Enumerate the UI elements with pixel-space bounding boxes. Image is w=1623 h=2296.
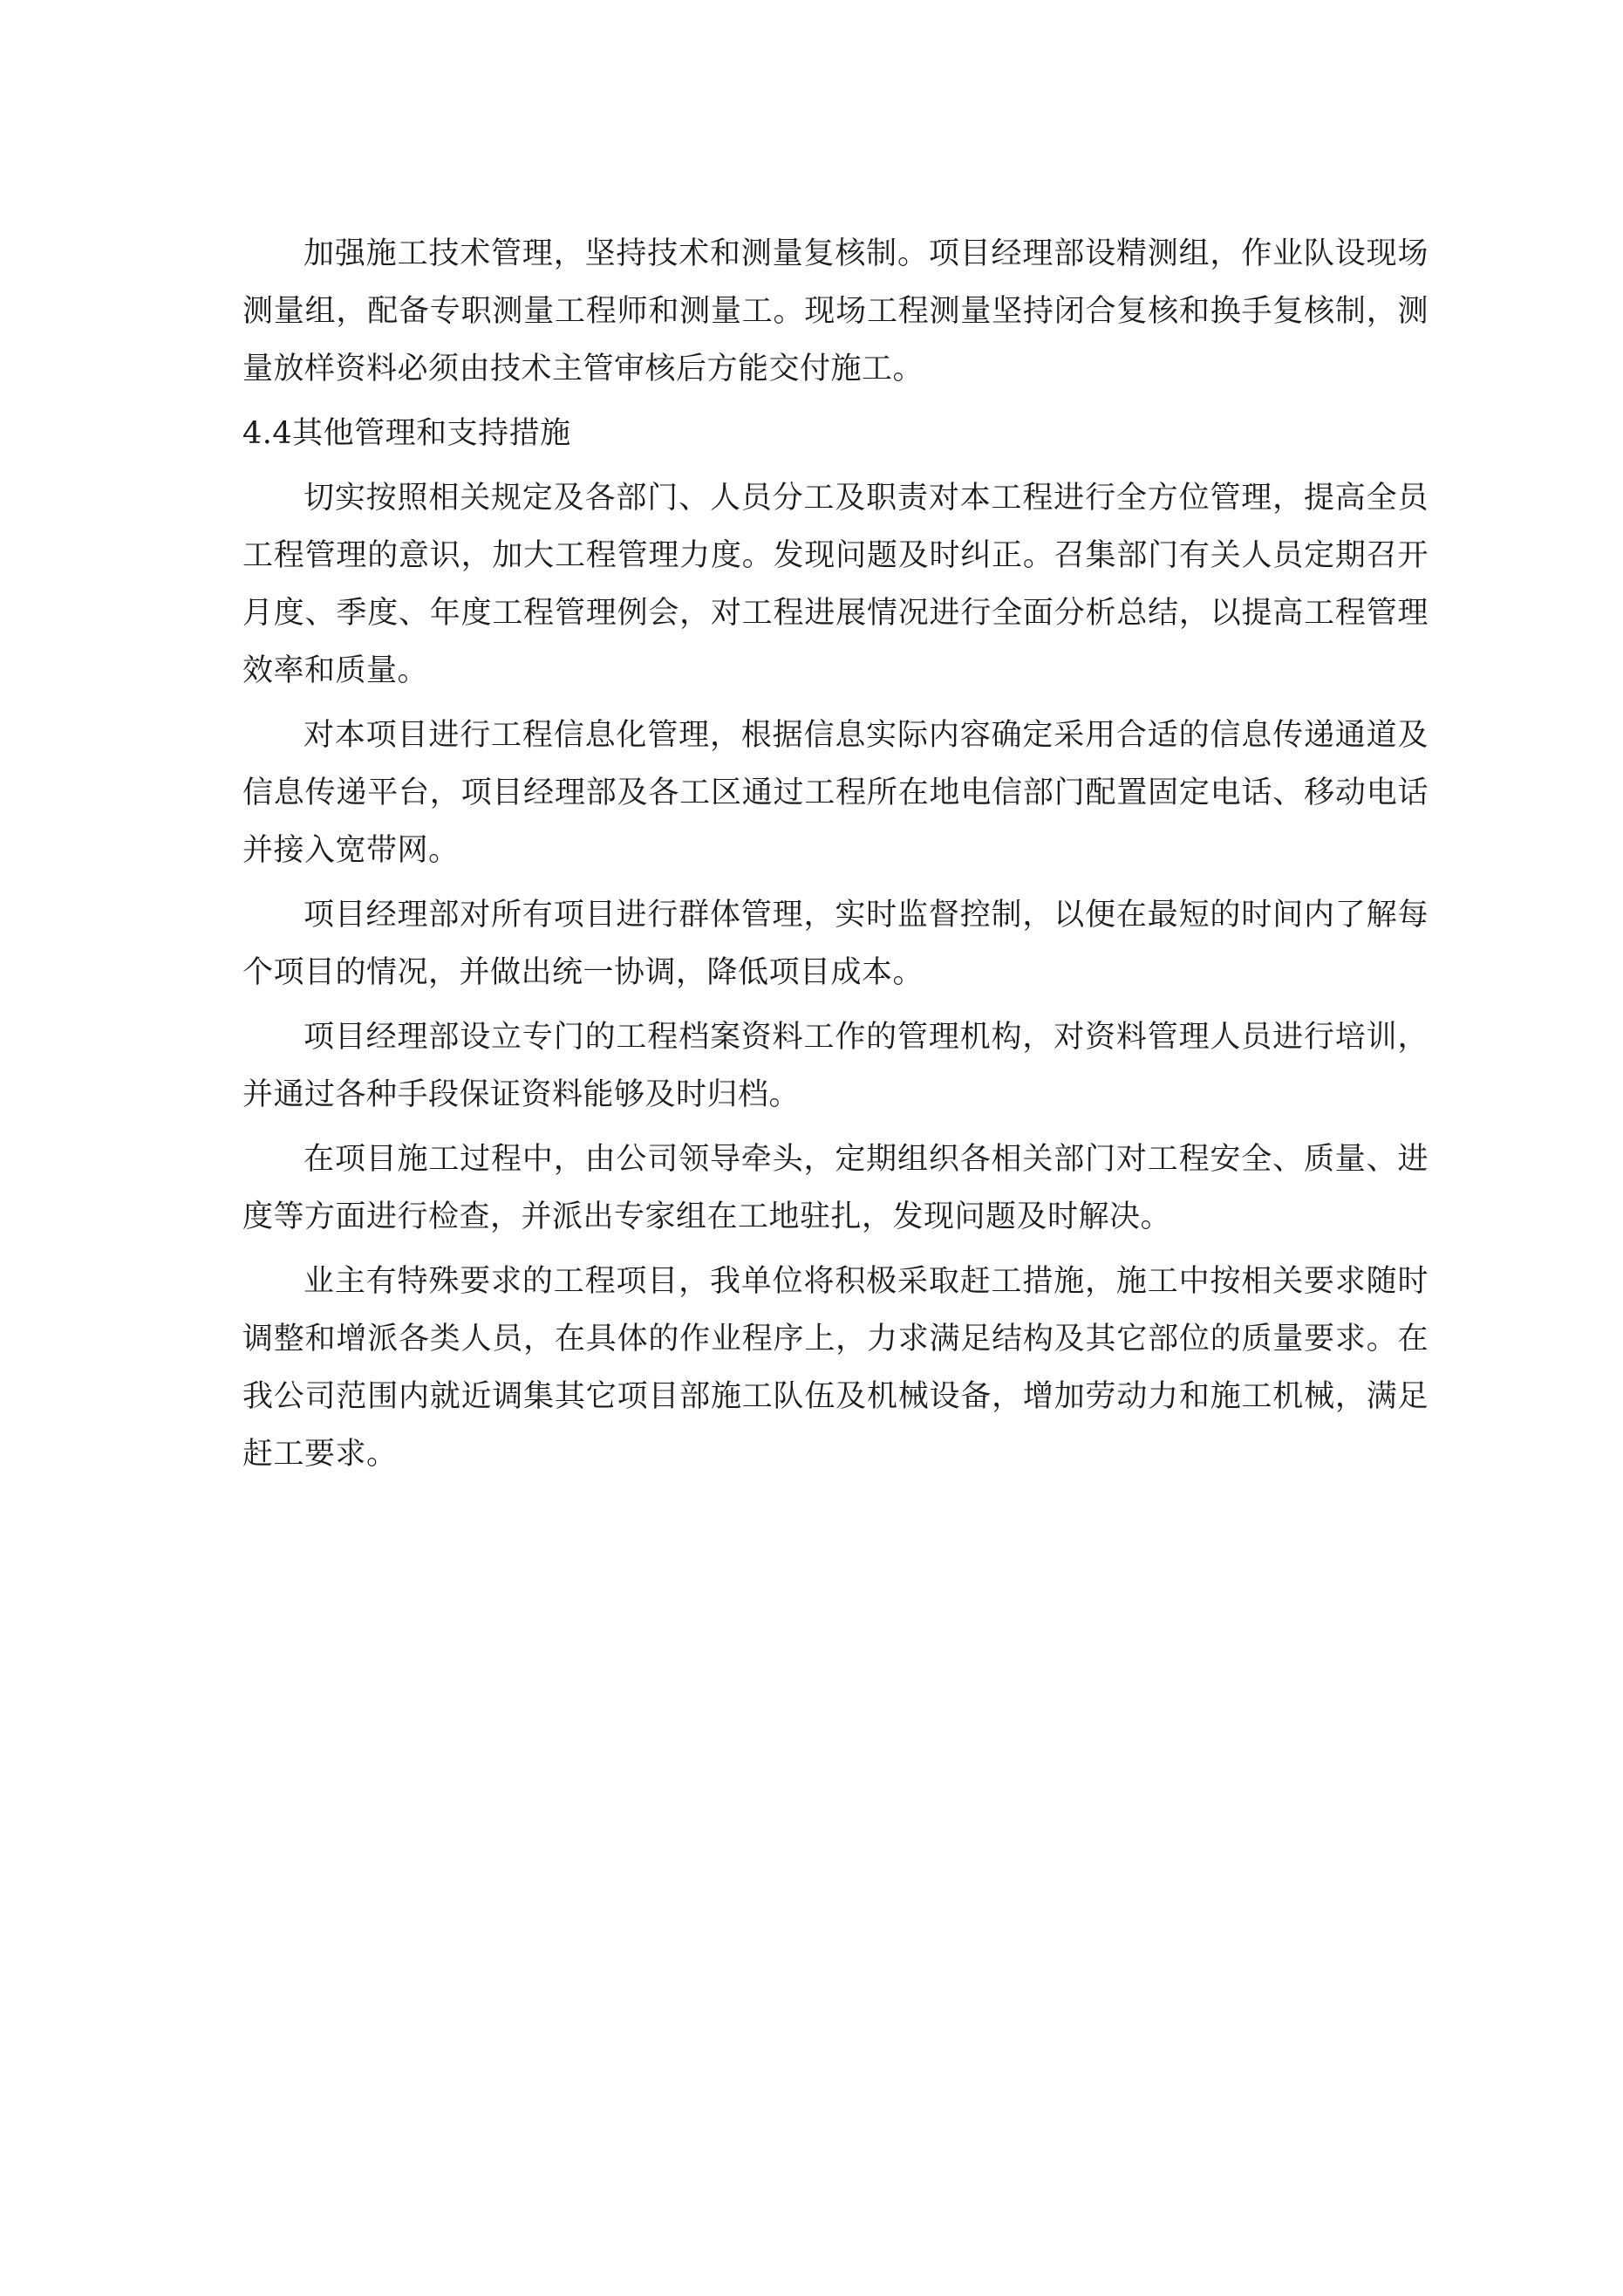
paragraph-management-scope: 切实按照相关规定及各部门、人员分工及职责对本工程进行全方位管理，提高全员工程管理的意识，加大工程管理力度。发现问题及时纠正。召集部门有关人员定期召开月度、季度、年度工程管理例会，对工程进展情况进行全面分析总结，以提高工程管理效率和质量。 — [242, 481, 1429, 688]
paragraph-inspection: 在项目施工过程中，由公司领导牵头，定期组织各相关部门对工程安全、质量、进度等方面进行检查，并派出专家组在工地驻扎，发现问题及时解决。 — [242, 1142, 1429, 1234]
document-body — [242, 225, 1429, 1490]
paragraph-special-requirements: 业主有特殊要求的工程项目，我单位将积极采取赶工措施，施工中按相关要求随时调整和增派各类人员，在具体的作业程序上，力求满足结构及其它部位的质量要求。在我公司范围内就近调集其它项目部施工队伍及机械设备，增加劳动力和施工机械，满足赶工要求。 — [242, 1264, 1429, 1472]
paragraph-technical-management: 加强施工技术管理，坚持技术和测量复核制。项目经理部设精测组，作业队设现场测量组，配备专职测量工程师和测量工。现场工程测量坚持闭合复核和换手复核制，测量放样资料必须由技术主管审核后方能交付施工。 — [242, 236, 1429, 386]
section-heading: 4.4其他管理和支持措施 — [242, 416, 571, 451]
paragraph-information-management: 对本项目进行工程信息化管理，根据信息实际内容确定采用合适的信息传递通道及信息传递平台，项目经理部及各工区通过工程所在地电信部门配置固定电话、移动电话并接入宽带网。 — [242, 718, 1429, 868]
paragraph-group-management: 项目经理部对所有项目进行群体管理，实时监督控制，以便在最短的时间内了解每个项目的情况，并做出统一协调，降低项目成本。 — [242, 898, 1429, 990]
paragraph-archive-management: 项目经理部设立专门的工程档案资料工作的管理机构，对资料管理人员进行培训，并通过各种手段保证资料能够及时归档。 — [242, 1020, 1429, 1112]
